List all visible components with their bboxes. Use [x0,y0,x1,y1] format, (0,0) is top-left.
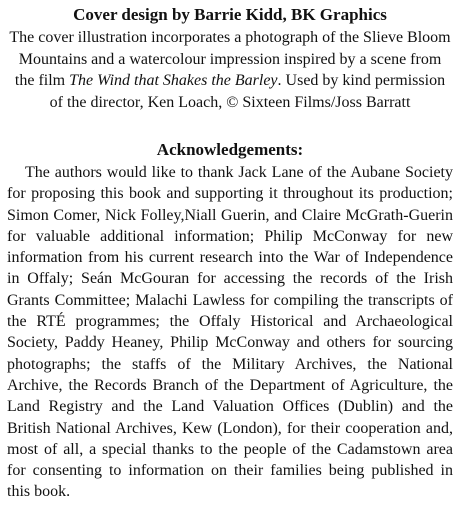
credit-text-start: The cover illustration incorporates a photograph of the Slieve Bloom Mountains and a watercolour impression inspired by a scene from the film [9,29,451,89]
acknowledgements-body: The authors would like to thank Jack Lane of the Aubane Society for proposing this book and supporting it throughout its production; Simon Comer, Nick Folley,Niall Guerin, and Claire McGrath-Guerin for valuable additional information; Philip McConway for new information from his current research into the War of Independence in Offaly; Seán McGouran for accessing the records of the Irish Grants Committee; Malachi Lawless for compiling the transcripts of the RTÉ programmes; the Offaly Historical and Archaeological Society, Paddy Heaney, Philip McConway and others for sourcing photographs; the staffs of the Military Archives, the National Archive, the Records Branch of the Department of Agriculture, the Land Registry and the Land Valuation Offices (Dublin) and the British National Archives, Kew (London), for their cooperation and, most of all, a special thanks to the people of the Cadamstown area for consenting to information on their families being published in this book. [7,164,453,501]
cover-illustration-credit [7,27,453,113]
film-title: The Wind that Shakes the Barley [69,72,278,89]
cover-design-heading: Cover design by Barrie Kidd, BK Graphics [73,5,387,24]
acknowledgements-heading: Acknowledgements: [156,140,304,159]
credit-text-end: . Used by kind permission of the director, Ken Loach, © Sixteen Films/Joss Barratt [49,72,446,111]
